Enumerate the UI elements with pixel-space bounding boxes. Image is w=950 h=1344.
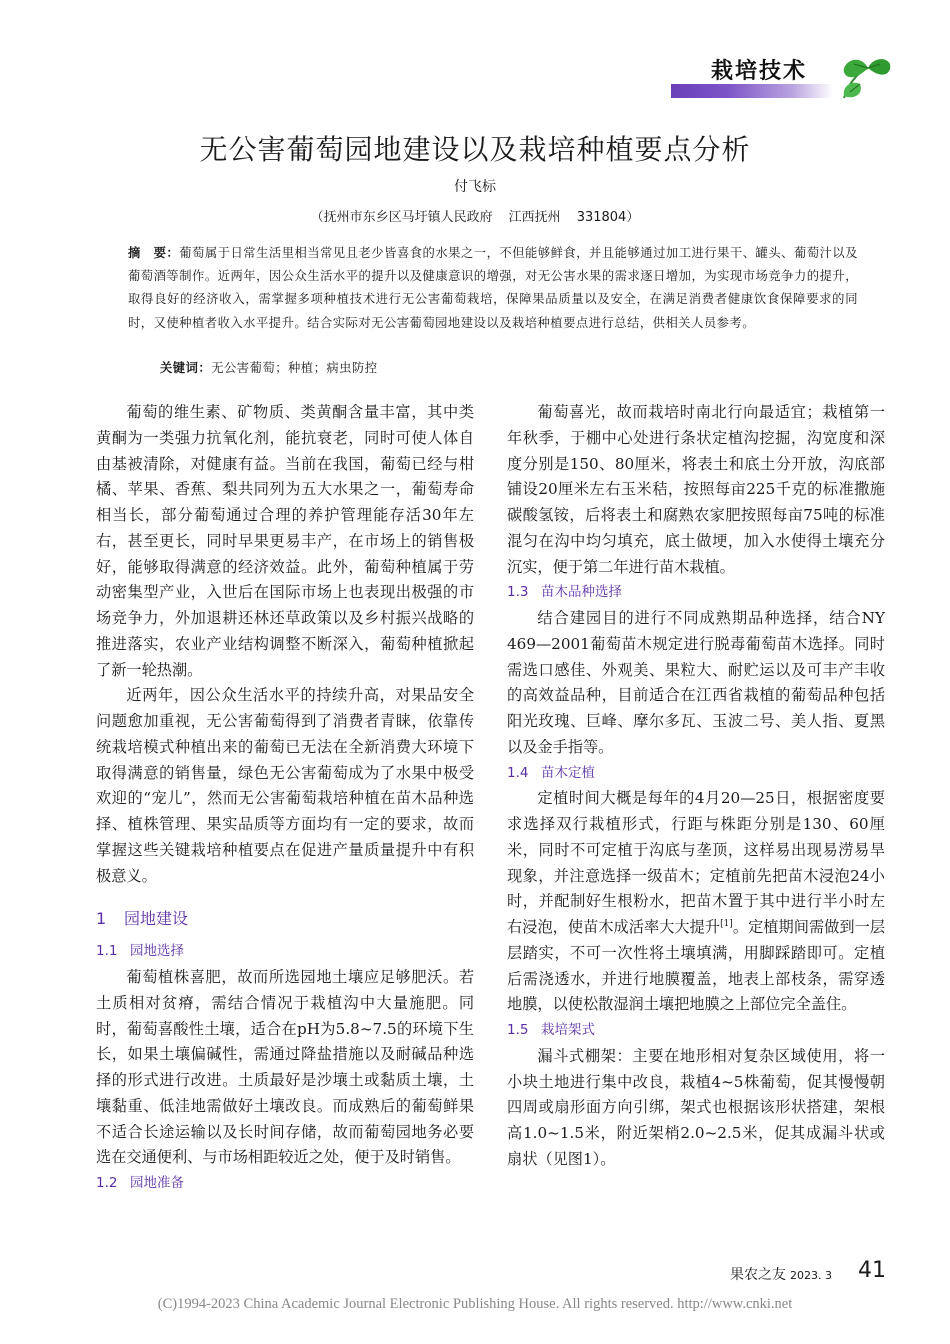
affiliation-org: （抚州市东乡区马圩镇人民政府: [310, 210, 493, 225]
left-column: [96, 400, 474, 1197]
subsection-heading: [96, 939, 474, 965]
subsection-number: 1.1: [96, 943, 118, 960]
affiliation-postcode: 331804）: [576, 210, 640, 225]
paragraph: 葡萄的维生素、矿物质、类黄酮含量丰富，其中类黄酮为一类强力抗氧化剂，能抗衰老，同时可使人体自由基被清除，对健康有益。当前在我国，葡萄已经与柑橘、苹果、香蕉、梨共同列为五大水果之一，葡萄寿命相当长，部分葡萄通过合理的养护管理能存活30年左右，甚至更长，同时早果更易丰产，在市场上的销售极好，能够取得满意的经济效益。此外，葡萄种植属于劳动密集型产业，入世后在国际市场上也表现出极强的市场竞争力，外加退耕还林还草政策以及乡村振兴战略的推进落实，农业产业结构调整不断深入，葡萄种植掀起了新一轮热潮。: [96, 403, 474, 679]
author-name: 付飞标: [454, 179, 496, 195]
subsection-heading: [507, 761, 885, 787]
journal-issue: 2023. 3: [790, 1269, 832, 1282]
keywords-label: 关键词：: [160, 361, 212, 375]
paragraph: 葡萄喜光，故而栽培时南北行向最适宜；栽植第一年秋季，于棚中心处进行条状定植沟挖掘，沟宽度和深度分别是150、80厘米，将表土和底土分开放，沟底部铺设20厘米左右玉米秸，按照每亩225千克的标准撒施碳酸氢铵，后将表土和腐熟农家肥按照每亩75吨的标准混匀在沟中均匀填充，底土做埂，加入水使得土壤充分沉实，便于第二年进行苗木栽植。: [507, 403, 885, 576]
keywords-text: 无公害葡萄；种植；病虫防控: [211, 361, 378, 375]
subsection-title: 园地选择: [130, 943, 184, 960]
subsection-number: 1.2: [96, 1175, 118, 1191]
paragraph-text: 定植时间大概是每年的4月20—25日，根据密度要求选择双行栽植形式，行距与株距分别是130、60厘米，同时不可定植于沟底与垄顶，这样易出现易涝易旱现象，并注意选择一级苗木；定植前先把苗木浸泡24小时，并配制好生根粉水，把苗木置于其中进行半小时左右浸泡，使苗木成活率大大提升: [507, 789, 885, 936]
right-column: [507, 400, 885, 1173]
subsection-number: 1.5: [507, 1022, 529, 1038]
subsection-title: 苗木定植: [541, 764, 595, 781]
section-label: 栽培技术: [710, 59, 807, 84]
affiliation-place: 江西抚州: [508, 210, 561, 225]
article-title: 无公害葡萄园地建设以及栽培种植要点分析: [199, 133, 751, 166]
subsection-title: 栽培架式: [541, 1022, 595, 1038]
paragraph: 近两年，因公众生活水平的持续升高，对果品安全问题愈加重视，无公害葡萄得到了消费者青睐，依靠传统栽培模式种植出来的葡萄已无法在全新消费大环境下取得满意的销售量，绿色无公害葡萄成为了水果中极受欢迎的“宠儿”，然而无公害葡萄栽培种植在苗木品种选择、植株管理、果实品质等方面均有一定的要求，故而掌握这些关键栽培种植要点在促进产量质量提升中有积极意义。: [96, 686, 474, 885]
subsection-heading: [507, 580, 885, 606]
paragraph: 葡萄植株喜肥，故而所选园地土壤应足够肥沃。若土质相对贫瘠，需结合情况于栽植沟中大量施肥。同时，葡萄喜酸性土壤，适合在pH为5.8~7.5的环境下生长，如果土壤偏碱性，需通过降盐措施以及耐碱品种选择的形式进行改进。土质最好是沙壤土或黏质土壤，土壤黏重、低洼地需做好土壤改良。而成熟后的葡萄鲜果不适合长途运输以及长时间存储，故而葡萄园地务必要选在交通便利、与市场相距较近之处，便于及时销售。: [96, 968, 474, 1167]
subsection-number: 1.4: [507, 764, 529, 781]
section-title: 园地建设: [124, 909, 189, 929]
abstract: [128, 242, 858, 335]
abstract-label: 摘 要：: [128, 246, 180, 260]
subsection-number: 1.3: [507, 584, 529, 601]
paragraph: 漏斗式棚架：主要在地形相对复杂区域使用，将一小块土地进行集中改良，栽植4~5株葡萄，促其慢慢朝四周或扇形面方向引绑，架式也根据该形状搭建，架根高1.0~1.5米，附近架梢2.0~2.5米，促其成漏斗状或扇状（见图1）。: [507, 1046, 885, 1168]
header-bar: [671, 84, 833, 98]
journal-title: 果农之友: [730, 1267, 786, 1283]
leaf-icon: [838, 54, 894, 104]
subsection-title: 苗木品种选择: [541, 584, 622, 601]
page-number: 41: [858, 1258, 886, 1283]
paragraph-text: 。定植期间需做到一层层踏实，不可一次性将土壤填满，用脚踩踏即可。定植后需浇透水，并进行地膜覆盖，地表上部枝条，需穿透地膜，以使松散湿润土壤把地膜之上部位完全盖住。: [507, 918, 885, 1014]
subsection-title: 园地准备: [130, 1175, 184, 1191]
subsection-heading: [96, 1171, 474, 1197]
affiliation: [60, 206, 890, 225]
abstract-text: 葡萄属于日常生活里相当常见且老少皆喜食的水果之一，不但能够鲜食，并且能够通过加工进行果干、罐头、葡萄汁以及葡萄酒等制作。近两年，因公众生活水平的提升以及健康意识的增强，对无公害水果的需求逐日增加，为实现市场竞争力的提升，取得良好的经济收入，需掌握多项种植技术进行无公害葡萄栽培，保障果品质量以及安全，在满足消费者健康饮食保障要求的同时，又使种植者收入水平提升。结合实际对无公害葡萄园地建设以及栽培种植要点进行总结，供相关人员参考。: [128, 246, 858, 330]
keywords: [160, 358, 860, 378]
journal-name: [730, 1264, 832, 1284]
subsection-heading: [507, 1018, 885, 1044]
copyright-notice: (C)1994-2023 China Academic Journal Electronic Publishing House. All rights reserved. http://www.cnki.net: [157, 1296, 793, 1312]
paragraph: 结合建园目的进行不同成熟期品种选择，结合NY 469—2001葡萄苗木规定进行脱毒葡萄苗木选择。同时需选口感佳、外观美、果粒大、耐贮运以及可丰产丰收的高效益品种，目前适合在江西省栽植的葡萄品种包括阳光玫瑰、巨峰、摩尔多瓦、玉波二号、美人指、夏黑以及金手指等。: [507, 609, 885, 756]
paragraph: [507, 786, 885, 1018]
section-number: 1: [96, 909, 107, 929]
citation-ref: [1]: [720, 918, 733, 929]
section-heading: [96, 901, 474, 937]
